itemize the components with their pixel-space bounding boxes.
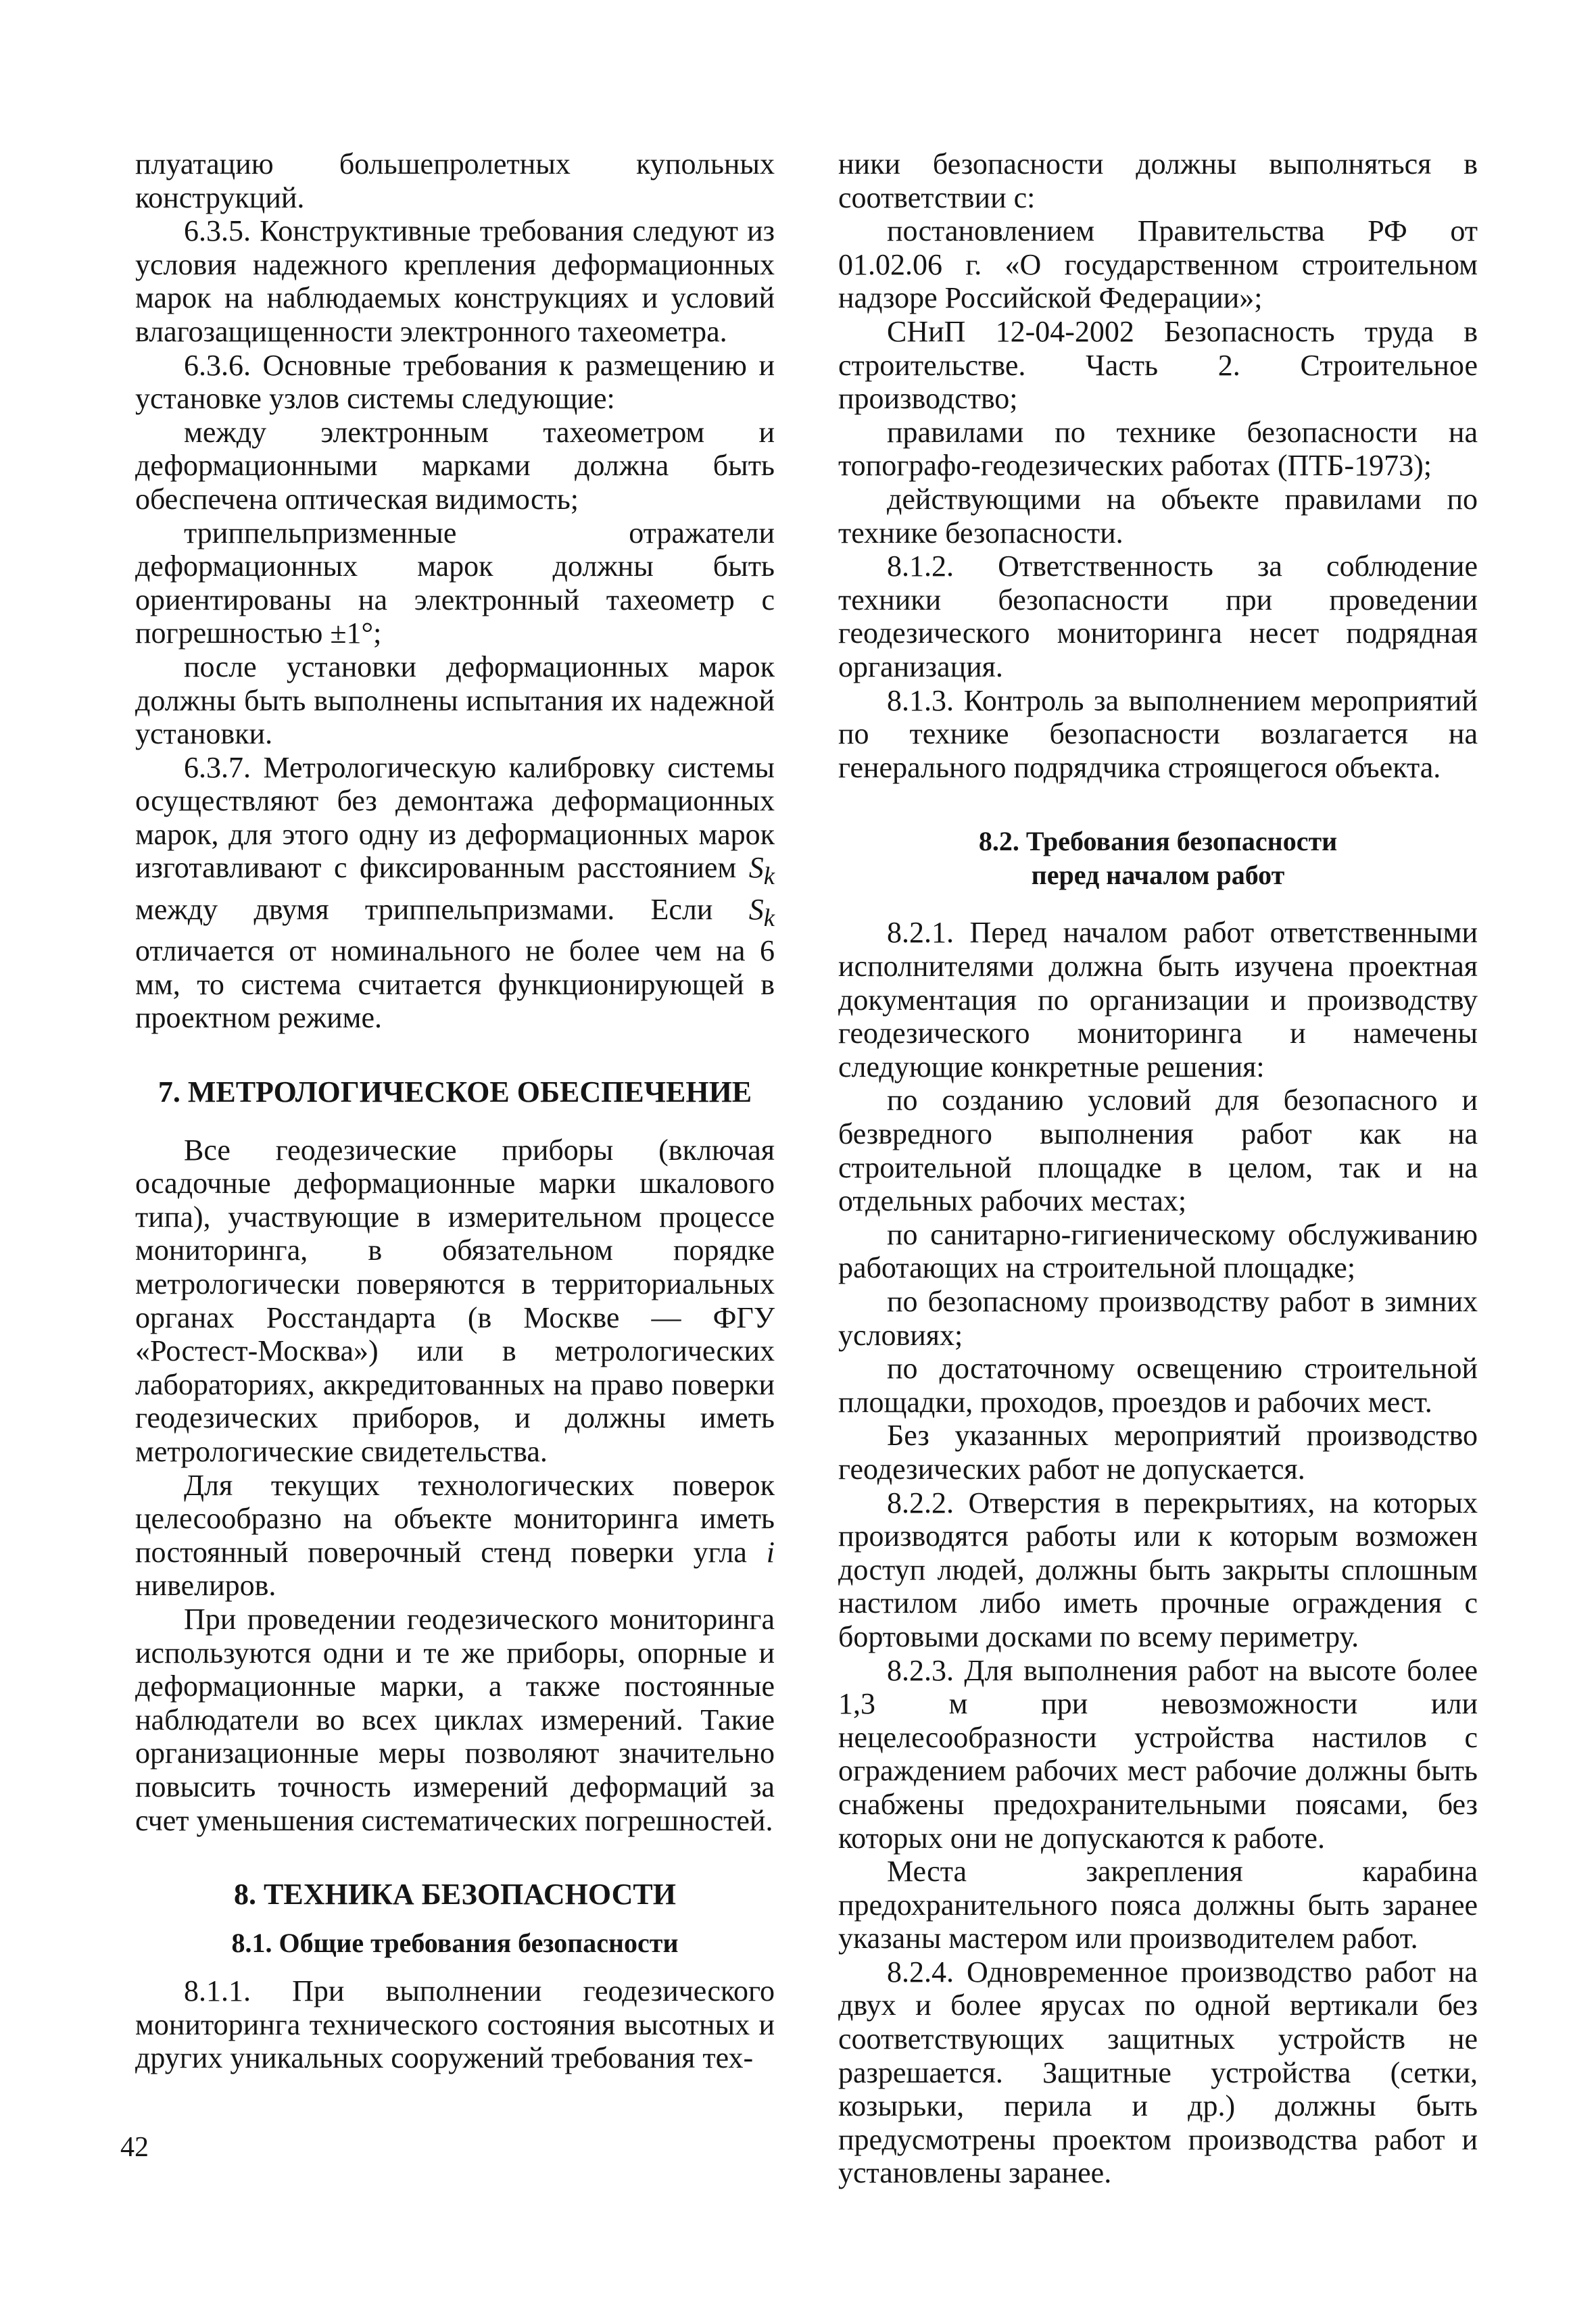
text-run: 6.3.7. Метрологическую калибровку системы осуществляют без демонтажа деформационных марок, для этого одну из деформационных марок изготавливают с фиксированным расстоянием [135,750,775,885]
subsection-heading-8-2: 8.2. Требования безопасности перед началом работ [978,826,1338,890]
list-item: СНиП 12-04-2002 Безопасность труда в строительстве. Часть 2. Строительное производство; [838,314,1478,416]
paragraph-8-1-2: 8.1.2. Ответственность за соблюдение техники безопасности при проведении геодезического мониторинга несет подрядная организация. [838,550,1478,683]
paragraph: ники безопасности должны выполняться в соответствии с: [838,147,1478,214]
list-item: по созданию условий для безопасного и безвредного выполнения работ как на строительной площадке в целом, так и на отдельных рабочих местах; [838,1083,1478,1218]
paragraph: При проведении геодезического мониторинга используются одни и те же приборы, опорные и деформационные марки, а также постоянные наблюдатели во всех циклах измерений. Такие организационные меры позволяют значительно повысить точность измерений деформаций за счет уменьшения систематических погрешностей. [135,1602,775,1837]
list-item: после установки деформационных марок должны быть выполнены испытания их надежной установки. [135,650,775,751]
paragraph-8-2-3: 8.2.3. Для выполнения работ на высоте более 1,3 м при невозможности или нецелесообразности устройства настилов с ограждением рабочих мест рабочие должны быть снабжены предохранительными поясами, без которых они не допускаются к работе. [838,1653,1478,1855]
paragraph-8-2-4: 8.2.4. Одновременное производство работ на двух и более ярусах по одной вертикали без соответствующих защитных устройств не разрешается. Защитные устройства (сетки, козырьки, перила и др.) должны быть предусмотрены проектом производства работ и установлены заранее. [838,1955,1478,2190]
symbol-sk: $S_k$ [748,851,775,890]
text-run: Для текущих технологических поверок целесообразно на объекте мониторинга иметь постоянный поверочный стенд поверки угла [135,1468,775,1569]
subsection-heading-8-1: 8.1. Общие требования безопасности [231,1927,679,1958]
paragraph-6-3-5: 6.3.5. Конструктивные требования следуют из условия надежного крепления деформационных марок на наблюдаемых конструкциях и условий влагозащищенности электронного тахеометра. [135,214,775,348]
paragraph: плуатацию большепролетных купольных конструкций. [135,147,775,214]
text-run: нивелиров. [135,1569,276,1603]
list-item: действующими на объекте правилами по технике безопасности. [838,482,1478,550]
section-heading-8: 8. ТЕХНИКА БЕЗОПАСНОСТИ [234,1878,676,1911]
paragraph: Все геодезические приборы (включая осадочные деформационные марки шкалового типа), участвующие в измерительном процессе мониторинга, в обязательном порядке метрологически поверяются в территориальных органах Росстандарта (в Москве — ФГУ «Ростест-Москва») или в метрологических лабораториях, аккредитованных на право поверки геодезических приборов, и должны иметь метрологические свидетельства. [135,1133,775,1468]
paragraph: Места закрепления карабина предохранительного пояса должны быть заранее указаны мастером или производителем работ. [838,1855,1478,1955]
paragraph-8-2-2: 8.2.2. Отверстия в перекрытиях, на которых производятся работы или к которым возможен доступ людей, должны быть закрыты сплошным настилом либо иметь прочные ограждения с бортовыми досками по всему периметру. [838,1486,1478,1653]
list-item: по безопасному производству работ в зимних условиях; [838,1285,1478,1352]
section-heading-7: 7. МЕТРОЛОГИЧЕСКОЕ ОБЕСПЕЧЕНИЕ [158,1075,752,1109]
text-run: между двумя триппельпризмами. Если [135,892,749,926]
symbol-sk: $S_k$ [748,892,775,931]
right-column [838,147,1478,2190]
page-number: 42 [120,2132,149,2163]
symbol-i: i [766,1535,775,1569]
list-item: по достаточному освещению строительной площадки, проходов, проездов и рабочих мест. [838,1352,1478,1419]
list-item: триппельпризменные отражатели деформационных марок должны быть ориентированы на электронный тахеометр с погрешностью ±1°; [135,516,775,650]
paragraph: Без указанных мероприятий производство геодезических работ не допускается. [838,1419,1478,1486]
list-item: постановлением Правительства РФ от 01.02.06 г. «О государственном строительном надзоре Российской Федерации»; [838,214,1478,315]
paragraph [135,1469,775,1603]
text-run: отличается от номинального не более чем на 6 мм, то система считается функционирующей в проектном режиме. [135,934,775,1035]
paragraph-8-1-1: 8.1.1. При выполнении геодезического мониторинга технического состояния высотных и других уникальных сооружений требования тех- [135,1974,775,2075]
left-column [135,147,775,2075]
list-item: правилами по технике безопасности на топографо-геодезических работах (ПТБ-1973); [838,415,1478,483]
list-item: между электронным тахеометром и деформационными марками должна быть обеспечена оптическая видимость; [135,415,775,516]
paragraph-6-3-6: 6.3.6. Основные требования к размещению и установке узлов системы следующие: [135,348,775,416]
list-item: по санитарно-гигиеническому обслуживанию работающих на строительной площадке; [838,1217,1478,1285]
paragraph-8-2-1: 8.2.1. Перед началом работ ответственными исполнителями должна быть изучена проектная документация по организации и производству геодезического мониторинга и намечены следующие конкретные решения: [838,916,1478,1083]
paragraph-8-1-3: 8.1.3. Контроль за выполнением мероприятий по технике безопасности возлагается на генерального подрядчика строящегося объекта. [838,683,1478,784]
paragraph-6-3-7 [135,751,775,1035]
